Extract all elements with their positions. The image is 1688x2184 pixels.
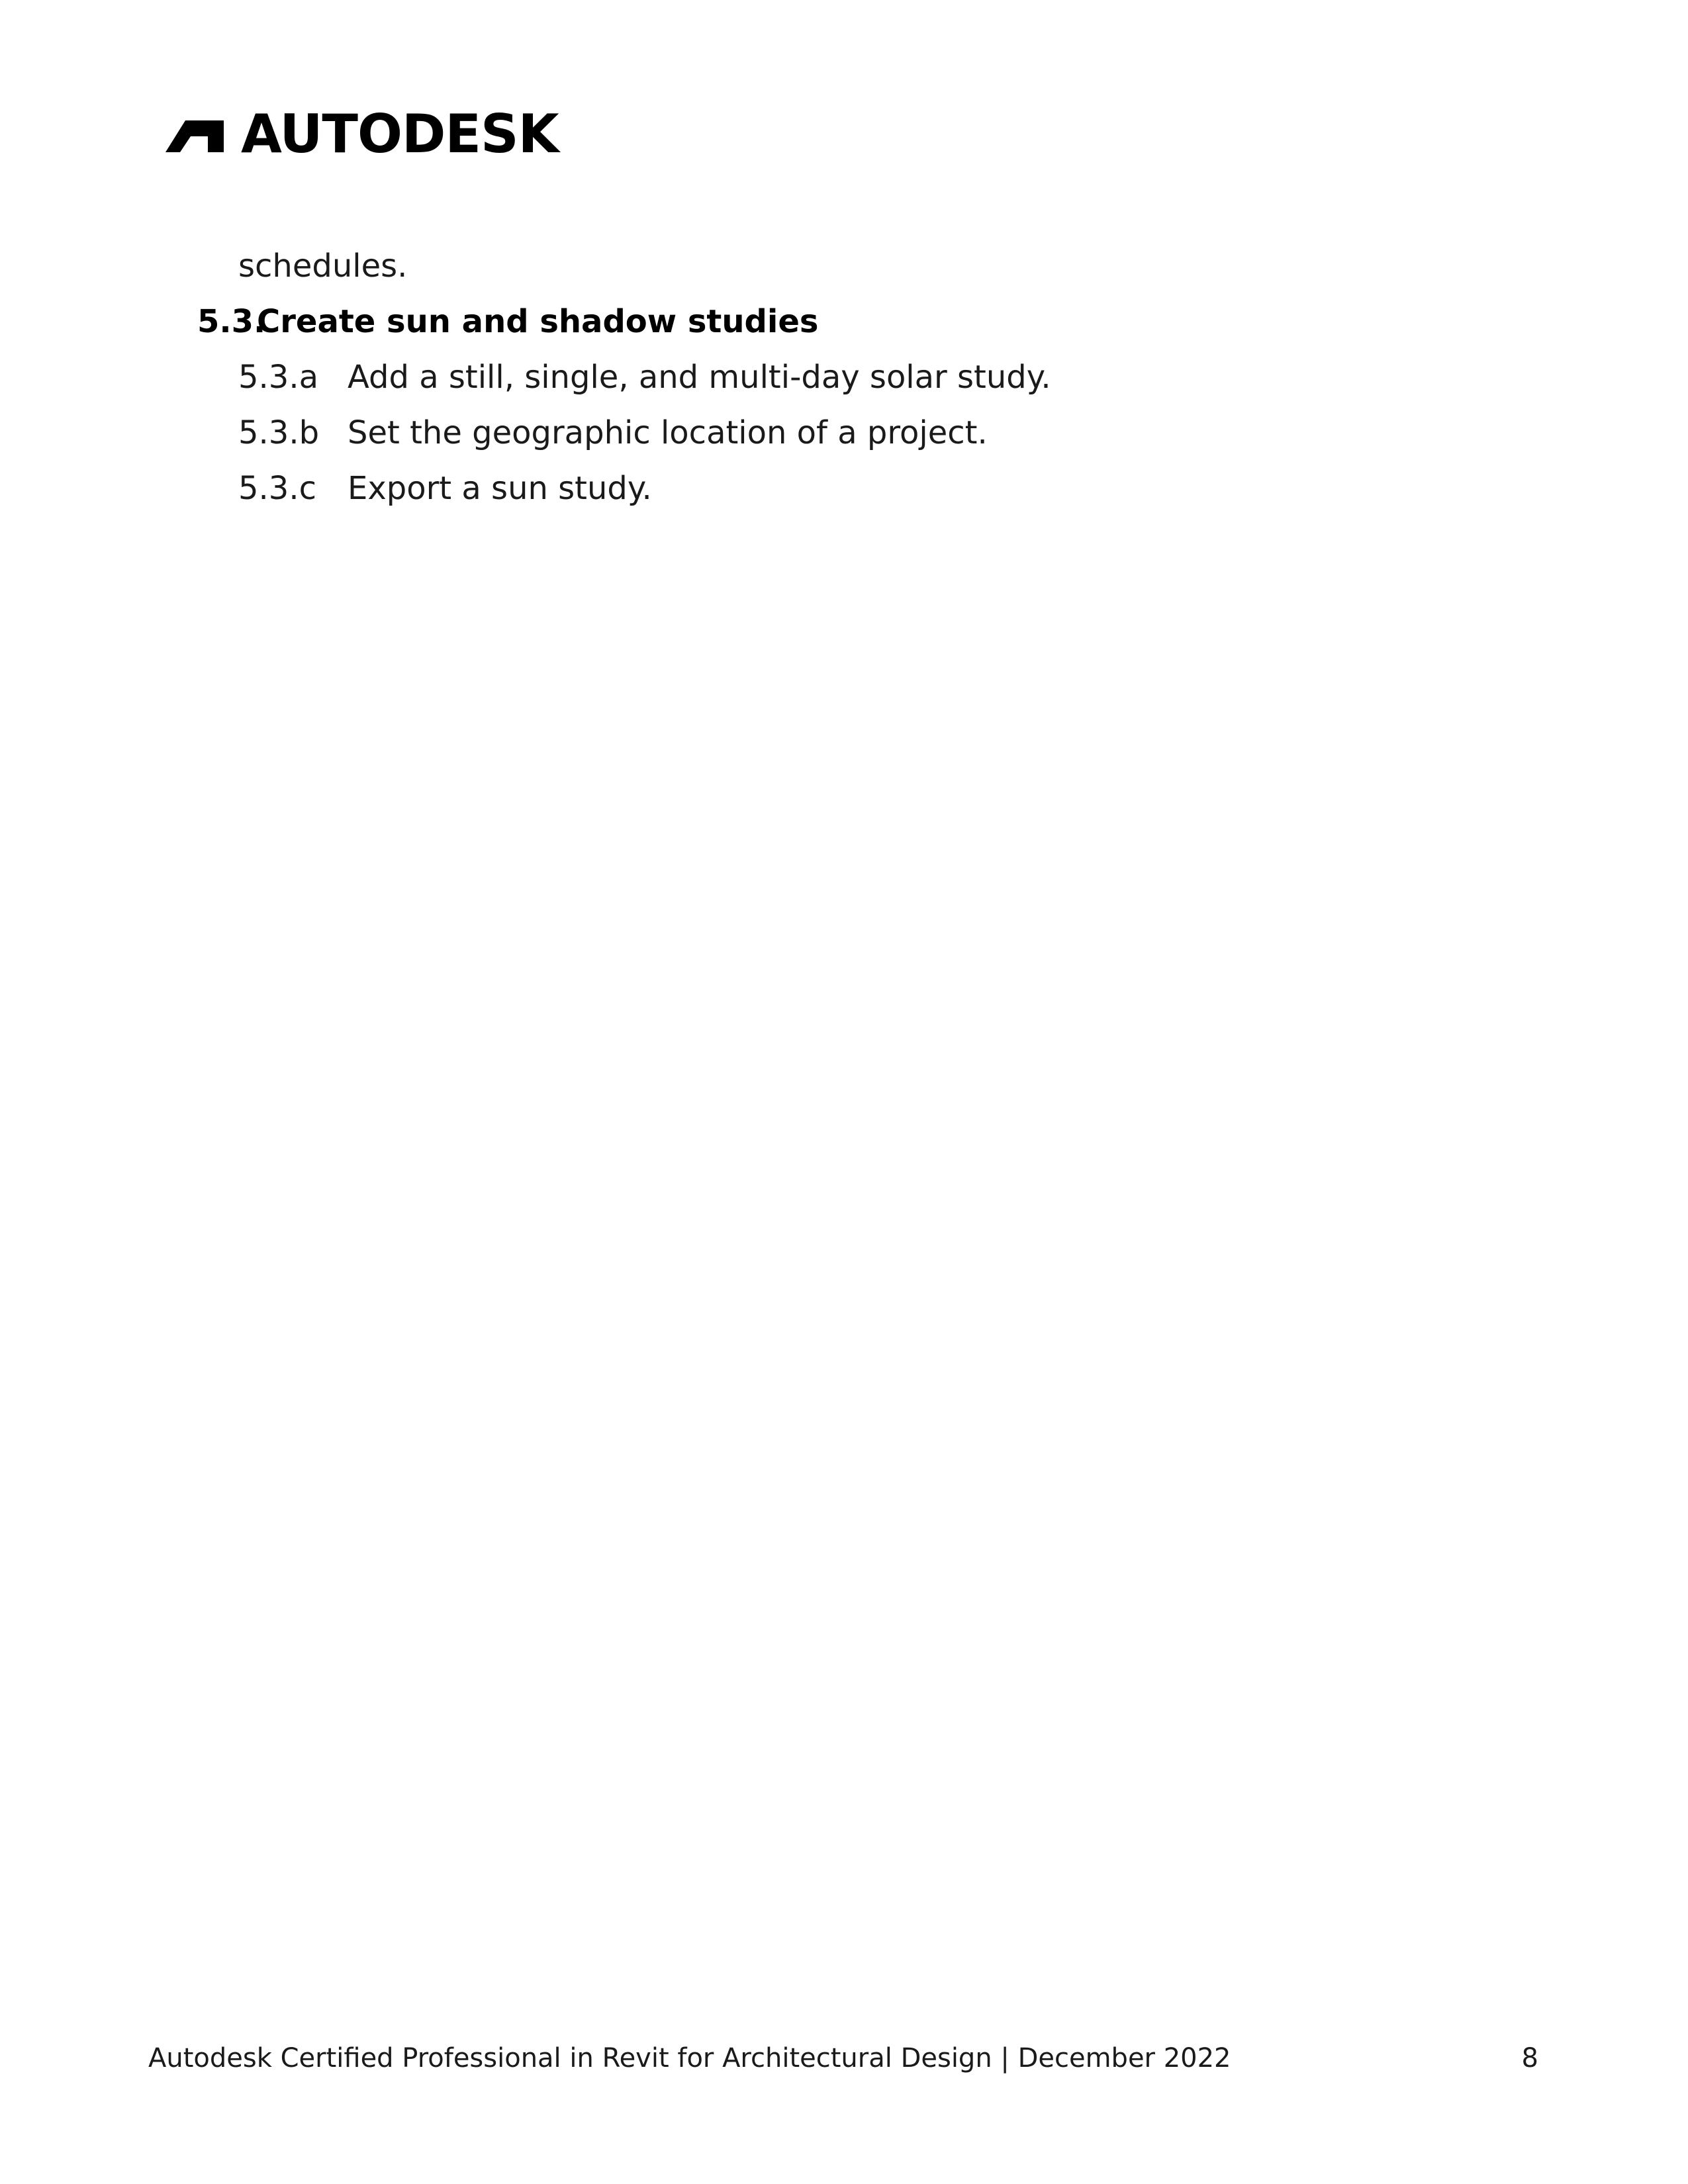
footer-text: Autodesk Certified Professional in Revit for Architectural Design | December 2022 xyxy=(148,2043,1231,2073)
section-title: Create sun and shadow studies xyxy=(257,303,819,340)
autodesk-mark-icon xyxy=(165,116,224,152)
autodesk-logo xyxy=(165,103,559,165)
item-number: 5.3.c xyxy=(238,470,316,507)
logo-wordmark: AUTODESK xyxy=(241,103,559,165)
item-text: Export a sun study. xyxy=(348,470,652,507)
list-item xyxy=(238,469,652,508)
section-heading xyxy=(197,302,818,341)
list-item xyxy=(238,413,988,453)
section-number: 5.3. xyxy=(197,303,266,340)
page-number: 8 xyxy=(1521,2043,1538,2073)
item-number: 5.3.a xyxy=(238,359,319,396)
list-item xyxy=(238,357,1051,397)
continuation-text: schedules. xyxy=(238,248,408,285)
item-text: Add a still, single, and multi-day solar study. xyxy=(348,359,1051,396)
item-text: Set the geographic location of a project. xyxy=(348,414,988,451)
item-number: 5.3.b xyxy=(238,414,320,451)
